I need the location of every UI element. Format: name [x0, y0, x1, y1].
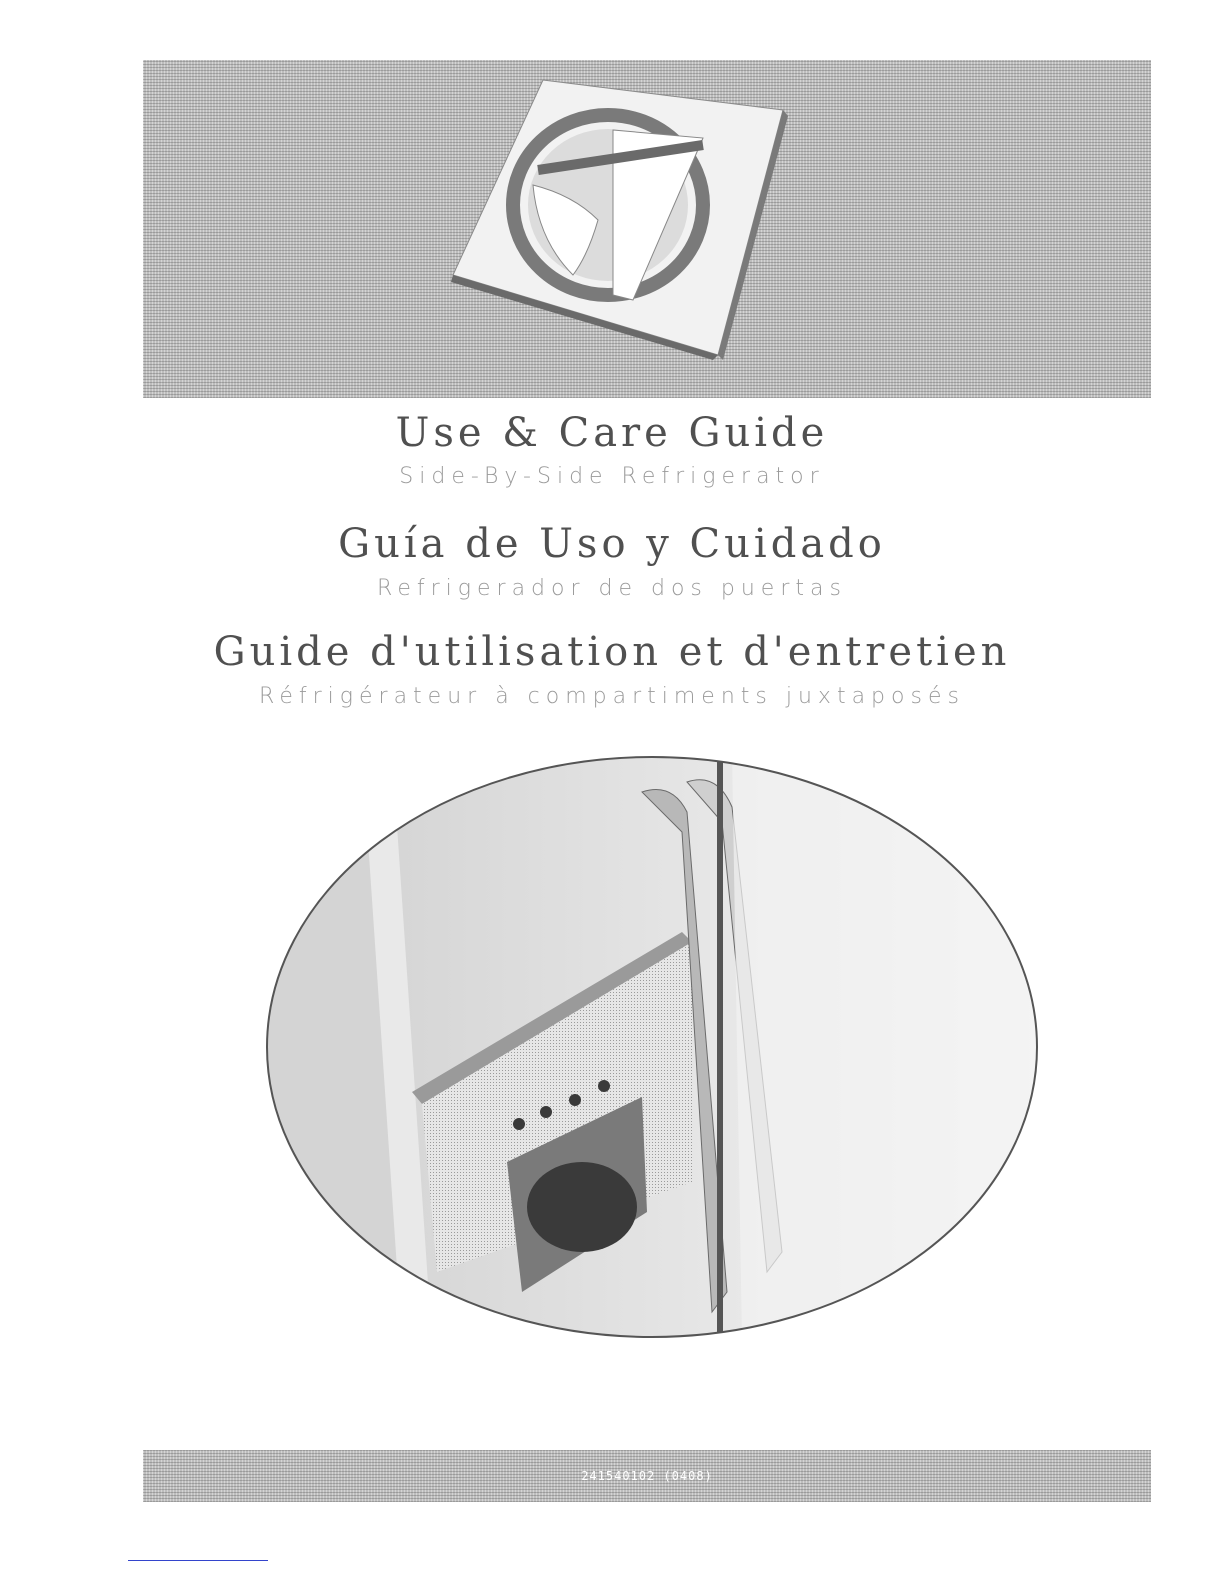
- title-french: Guide d'utilisation et d'entretien: [213, 629, 1011, 675]
- subtitle-english: Side-By-Side Refrigerator: [399, 464, 825, 489]
- subtitle-french: Réfrigérateur à compartiments juxtaposés: [259, 684, 965, 709]
- title-spanish: Guía de Uso y Cuidado: [338, 521, 886, 567]
- link-underline[interactable]: [128, 1560, 268, 1561]
- part-number: 241540102 (0408): [581, 1469, 713, 1483]
- footer-bar: [143, 1450, 1151, 1502]
- subtitle-spanish: Refrigerador de dos puertas: [377, 576, 847, 601]
- refrigerator-door-illustration: [262, 752, 1042, 1342]
- title-english: Use & Care Guide: [395, 410, 829, 456]
- header-banner: [143, 60, 1151, 398]
- electrolux-logo-icon: [143, 60, 1151, 398]
